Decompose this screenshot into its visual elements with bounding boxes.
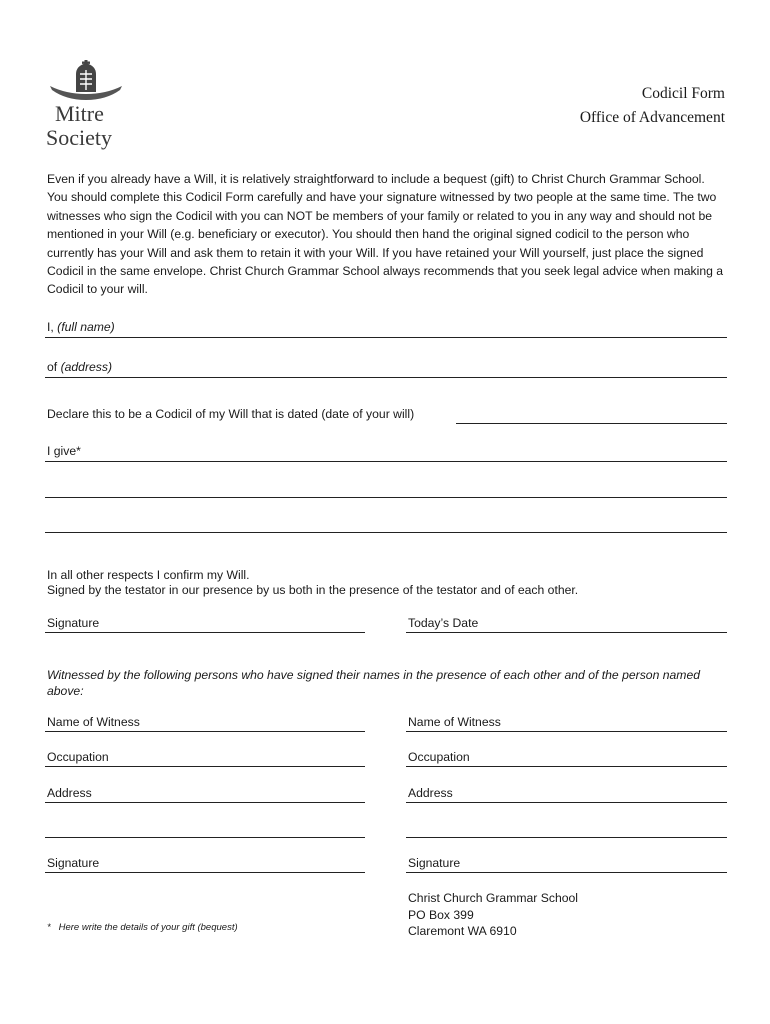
address-hint: (address) — [60, 360, 113, 374]
give-label: I give* — [47, 444, 81, 458]
full-name-prefix: I, — [47, 320, 58, 334]
full-name-label — [47, 320, 115, 334]
witness-1-name-field[interactable] — [45, 731, 365, 732]
witness-2-signature-label: Signature — [408, 856, 461, 870]
witness-1-occupation-field[interactable] — [45, 766, 365, 767]
testator-signature-label: Signature — [47, 616, 100, 630]
gift-field-line-3[interactable] — [45, 532, 727, 533]
will-date-field[interactable] — [456, 423, 727, 424]
witness-1-address-field-1[interactable] — [45, 802, 365, 803]
declare-label: Declare this to be a Codicil of my Will that is dated (date of your will) — [47, 407, 415, 421]
logo-line-mitre: Mitre — [55, 101, 104, 126]
school-address-line-1: Christ Church Grammar School — [408, 891, 578, 905]
witness-1-signature-label: Signature — [47, 856, 100, 870]
address-field[interactable] — [45, 377, 727, 378]
full-name-hint: (full name) — [57, 320, 115, 334]
witness-1-signature-field[interactable] — [45, 872, 365, 873]
gift-field-line-1[interactable] — [45, 461, 727, 462]
logo-line-society: Society — [46, 125, 112, 150]
address-prefix: of — [47, 360, 61, 374]
witness-2-address-field-1[interactable] — [406, 802, 727, 803]
witness-1-occupation-label: Occupation — [47, 750, 109, 764]
school-address-line-2: PO Box 399 — [408, 907, 474, 922]
mitre-society-logo — [44, 60, 134, 155]
full-name-field[interactable] — [45, 337, 727, 338]
testator-signature-field[interactable] — [45, 632, 365, 633]
confirm-line-2: Signed by the testator in our presence by us both in the presence of the testator and of each other. — [47, 583, 579, 597]
witness-2-occupation-field[interactable] — [406, 766, 727, 767]
gift-field-line-2[interactable] — [45, 497, 727, 498]
gift-footnote: * Here write the details of your gift (bequest) — [47, 922, 238, 933]
witness-2-address-label: Address — [408, 786, 453, 800]
todays-date-label: Today’s Date — [408, 616, 479, 630]
witness-2-signature-field[interactable] — [406, 872, 727, 873]
confirm-line-1: In all other respects I confirm my Will. — [47, 568, 250, 582]
witness-note: Witnessed by the following persons who have signed their names in the presence of each other and of the person named above: — [47, 668, 701, 698]
address-label — [47, 360, 112, 374]
witness-2-occupation-label: Occupation — [408, 750, 470, 764]
school-address-line-3: Claremont WA 6910 — [408, 924, 517, 938]
witness-2-address-field-2[interactable] — [406, 837, 727, 838]
witness-1-address-field-2[interactable] — [45, 837, 365, 838]
intro-paragraph: Even if you already have a Will, it is relatively straightforward to include a bequest (gift) to Christ Church Grammar School. You should complete this Codicil Form carefully and have your signature witnessed by two people at the same time. The two witnesses who sign the Codicil with you can NOT be members of your family or related to you in any way and should not be mentioned in your Will (e.g. beneficiary or executor). You should then hand the original signed codicil to the person who currently has your Will and ask them to retain it with your Will. If you have retained your Will yourself, just place the signed Codicil in the same envelope. Christ Church Grammar School always recommends that you seek legal advice when making a Codicil to your will. — [47, 172, 724, 297]
mitre-crown-icon — [46, 60, 126, 104]
witness-1-name-label: Name of Witness — [47, 715, 140, 729]
school-address — [408, 890, 578, 940]
todays-date-field[interactable] — [406, 632, 727, 633]
witness-2-name-label: Name of Witness — [408, 715, 501, 729]
form-title: Codicil Form — [641, 85, 725, 102]
witness-1-address-label: Address — [47, 786, 92, 800]
witness-2-name-field[interactable] — [406, 731, 727, 732]
form-subtitle: Office of Advancement — [579, 109, 725, 126]
